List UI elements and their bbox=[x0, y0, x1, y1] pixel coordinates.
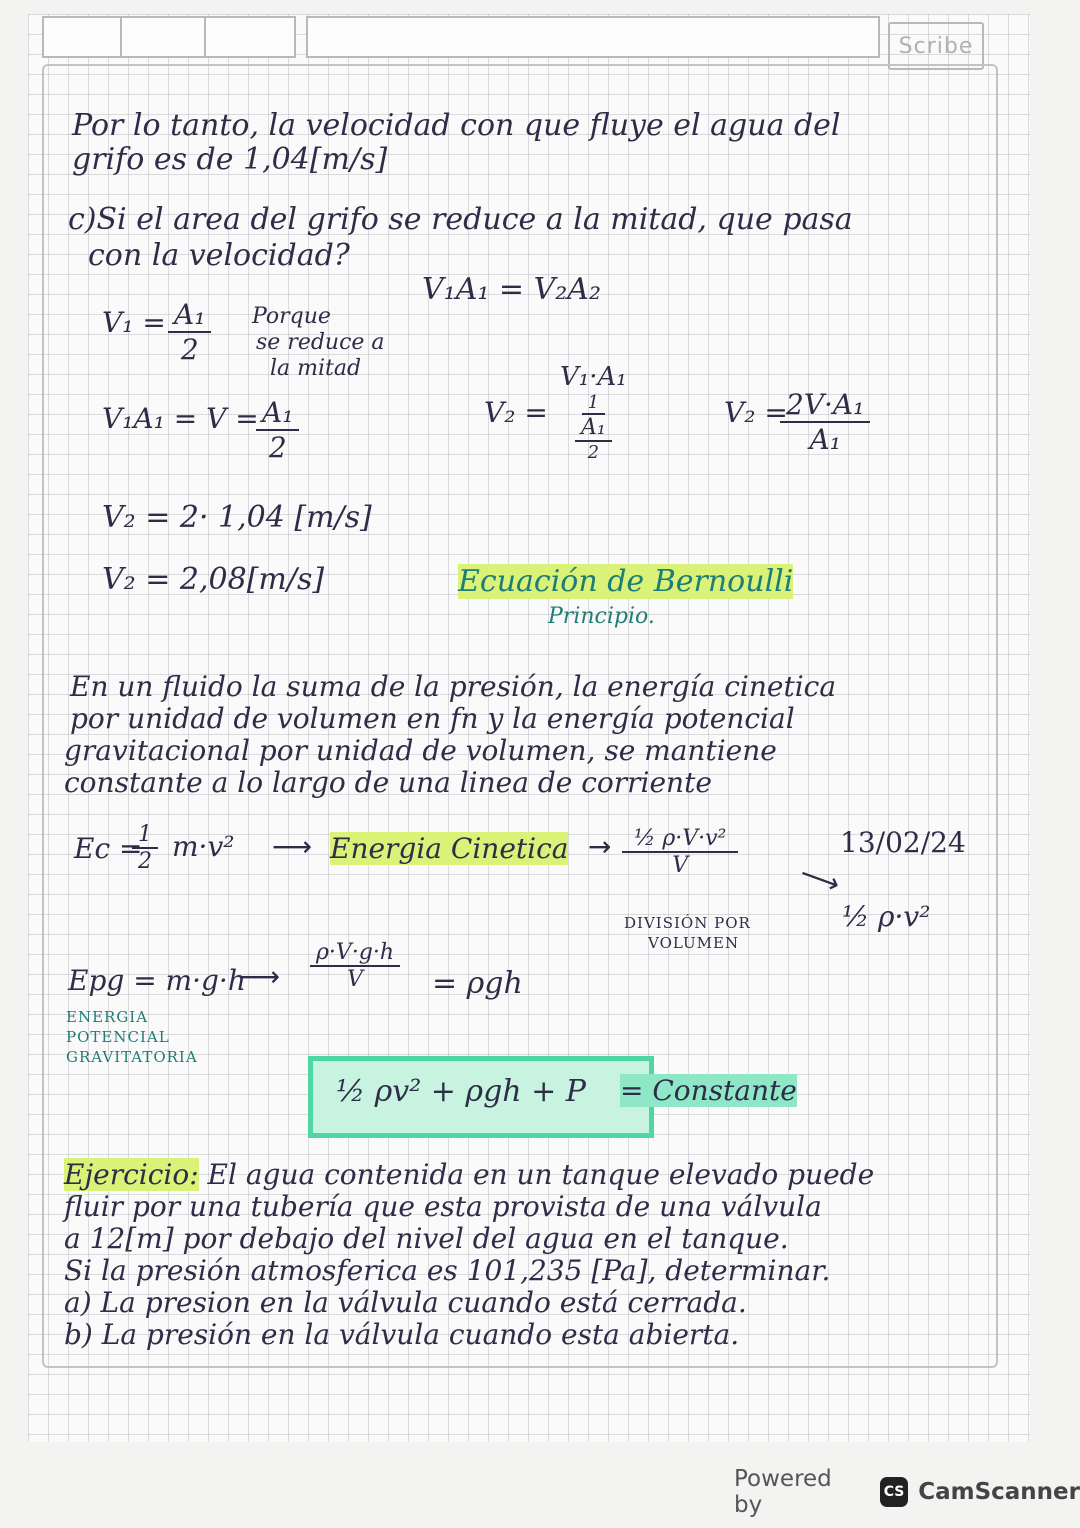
question-c: c)Si el area del grifo se reduce a la mitad, que pasa bbox=[68, 202, 853, 237]
epg-division-fraction bbox=[310, 940, 400, 992]
date: 13/02/24 bbox=[840, 826, 966, 859]
va-numerator: A₁ bbox=[256, 396, 299, 431]
v2a-numerator-den: 1 bbox=[582, 392, 605, 415]
bernoulli-equation: ½ ρv² + ρgh + P bbox=[336, 1074, 586, 1109]
exercise-line: a) La presion en la válvula cuando está cerrada. bbox=[64, 1286, 747, 1319]
powered-by-text: Powered by bbox=[734, 1466, 832, 1518]
principle-line: por unidad de volumen en fn y la energía potencial bbox=[70, 702, 795, 735]
ec-lhs: Ec = bbox=[74, 832, 143, 865]
exercise-line: a 12[m] por debajo del nivel del agua en el tanque. bbox=[64, 1222, 789, 1255]
header-title-field bbox=[306, 16, 880, 58]
header-field-3 bbox=[204, 16, 296, 58]
constante-label: = Constante bbox=[620, 1074, 797, 1107]
division-label: DIVISIÓN POR bbox=[624, 914, 751, 932]
porque-note: se reduce a bbox=[256, 330, 385, 355]
v2a-fraction bbox=[554, 362, 633, 463]
epg-label: ENERGIA bbox=[66, 1008, 149, 1026]
exercise-label: Ejercicio: bbox=[64, 1158, 199, 1191]
exercise-line: b) La presión en la válvula cuando esta abierta. bbox=[64, 1318, 740, 1351]
v2b-denominator: A₁ bbox=[809, 423, 841, 456]
v2-result: V₂ = 2,08[m/s] bbox=[102, 562, 325, 597]
v2a-denominator-den: 2 bbox=[587, 442, 600, 463]
v1-lhs: V₁ = bbox=[102, 306, 166, 339]
va-fraction bbox=[256, 396, 299, 464]
text-line: Por lo tanto, la velocidad con que fluye el agua del bbox=[72, 108, 841, 143]
ec-division-fraction bbox=[622, 826, 738, 878]
camscanner-name: CamScanner bbox=[918, 1479, 1080, 1505]
scribe-logo: Scribe bbox=[888, 22, 984, 70]
question-c-cont: con la velocidad? bbox=[88, 238, 350, 273]
ec-numerator: 1 bbox=[132, 822, 158, 849]
porque-note: Porque bbox=[252, 304, 331, 329]
epg-formula: Epg = m·g·h bbox=[68, 964, 246, 997]
epg-result: = ρgh bbox=[432, 966, 523, 1001]
division-label: VOLUMEN bbox=[648, 934, 740, 952]
v2b-numerator: 2V·A₁ bbox=[780, 388, 870, 423]
exercise-line: fluir por una tubería que esta provista de una válvula bbox=[64, 1190, 822, 1223]
ec-rhs: m·v² bbox=[172, 830, 235, 863]
arrow-icon: ⟶ bbox=[272, 830, 313, 863]
exercise-line: Si la presión atmosferica es 101,235 [Pa], determinar. bbox=[64, 1254, 831, 1287]
porque-note: la mitad bbox=[270, 356, 362, 381]
v1-numerator: A₁ bbox=[168, 298, 211, 333]
continuity-equation: V₁A₁ = V₂A₂ bbox=[422, 272, 601, 307]
ec-label: Energia Cinetica bbox=[330, 832, 569, 865]
epg-division-denominator: V bbox=[347, 967, 363, 992]
v2b-fraction bbox=[780, 388, 870, 456]
header-field-2 bbox=[120, 16, 208, 58]
va-lhs: V₁A₁ = V = bbox=[102, 402, 259, 435]
bernoulli-title: Ecuación de Bernoulli bbox=[458, 564, 794, 599]
camscanner-icon: CS bbox=[880, 1477, 908, 1507]
exercise-line: Ejercicio: El agua contenida en un tanque elevado puede bbox=[64, 1158, 875, 1191]
va-denominator: 2 bbox=[268, 431, 287, 464]
principle-line: En un fluido la suma de la presión, la energía cinetica bbox=[70, 670, 837, 703]
epg-division-numerator: ρ·V·g·h bbox=[310, 940, 400, 967]
v2a-lhs: V₂ = bbox=[484, 396, 548, 429]
v2a-denominator-num: A₁ bbox=[575, 415, 612, 442]
principle-line: gravitacional por unidad de volumen, se mantiene bbox=[64, 734, 777, 767]
epg-label: POTENCIAL bbox=[66, 1028, 170, 1046]
arrow-icon: ⟶ bbox=[240, 960, 281, 993]
v1-fraction bbox=[168, 298, 211, 366]
ec-result: ½ ρ·v² bbox=[842, 900, 931, 933]
v2-calculation: V₂ = 2· 1,04 [m/s] bbox=[102, 500, 372, 535]
v2a-numerator: V₁·A₁ bbox=[560, 362, 627, 392]
principle-line: constante a lo largo de una linea de corriente bbox=[64, 766, 712, 799]
camscanner-watermark bbox=[734, 1466, 1080, 1518]
v1-denominator: 2 bbox=[180, 333, 199, 366]
epg-label: GRAVITATORIA bbox=[66, 1048, 198, 1066]
ec-denominator: 2 bbox=[138, 849, 152, 874]
arrow-icon: ⟶ bbox=[795, 856, 845, 901]
text-line: grifo es de 1,04[m/s] bbox=[72, 142, 388, 177]
bernoulli-subtitle: Principio. bbox=[548, 604, 655, 629]
header-field-1 bbox=[42, 16, 124, 58]
ec-fraction bbox=[132, 822, 158, 874]
v2b-lhs: V₂ = bbox=[724, 396, 788, 429]
ec-division-denominator: V bbox=[672, 853, 689, 878]
arrow-icon: → bbox=[588, 830, 612, 863]
ec-division-numerator: ½ ρ·V·v² bbox=[622, 826, 738, 853]
